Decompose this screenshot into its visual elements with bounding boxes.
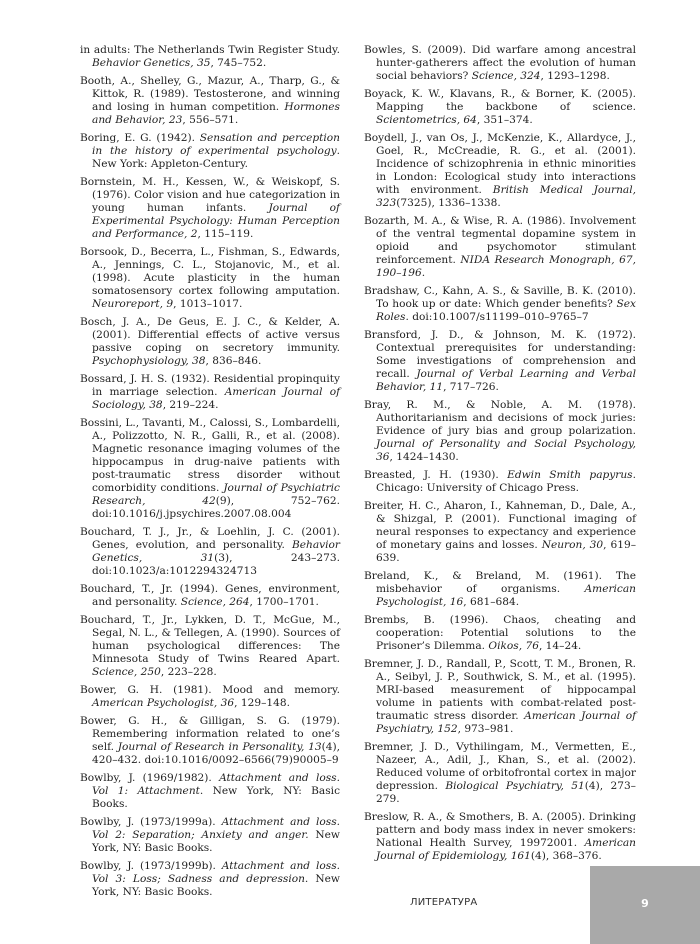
reference-entry: Bray, R. M., & Noble, A. M. (1978). Authoritarianism and decisions of mock juries: Evidence of jury bias and group polarization. Journal of Personality and Social Psychology, 36, 1424–1430.: [364, 399, 636, 463]
reference-entry: in adults: The Netherlands Twin Register Study. Behavior Genetics, 35, 745–752.: [80, 44, 340, 69]
reference-entry: Bozarth, M. A., & Wise, R. A. (1986). Involvement of the ventral tegmental dopamine system in opioid and psychomotor stimulant reinforcement. NIDA Research Monograph, 67, 190–196.: [364, 215, 636, 279]
reference-entry: Bouchard, T. J., Jr., & Loehlin, J. C. (2001). Genes, evolution, and personality. Behavior Genetics, 31(3), 243–273. doi:10.1023/a:1012294324713: [80, 526, 340, 577]
reference-column-left: [80, 44, 340, 904]
reference-entry: Boring, E. G. (1942). Sensation and perception in the history of experimental psychology. New York: Appleton-Century.: [80, 132, 340, 170]
reference-entry: Borsook, D., Becerra, L., Fishman, S., Edwards, A., Jennings, C. L., Stojanovic, M., et al. (1998). Acute plasticity in the human somatosensory cortex following amputation. Neuroreport, 9, 1013–1017.: [80, 246, 340, 310]
page-number: 9: [641, 897, 649, 910]
reference-entry: Breasted, J. H. (1930). Edwin Smith papyrus. Chicago: University of Chicago Press.: [364, 469, 636, 494]
reference-entry: Breiter, H. C., Aharon, I., Kahneman, D., Dale, A., & Shizgal, P. (2001). Functional imaging of neural responses to expectancy and experience of monetary gains and losses. Neuron, 30, 619–639.: [364, 500, 636, 564]
reference-entry: Bouchard, T., Jr. (1994). Genes, environment, and personality. Science, 264, 1700–1701.: [80, 583, 340, 608]
running-footer-section: ЛИТЕРАТУРА: [410, 897, 478, 908]
reference-entry: Bowles, S. (2009). Did warfare among ancestral hunter-gatherers affect the evolution of human social behaviors? Science, 324, 1293–1298.: [364, 44, 636, 82]
reference-entry: Bremner, J. D., Randall, P., Scott, T. M., Bronen, R. A., Seibyl, J. P., Southwick, S. M., et al. (1995). MRI-based measurement of hippocampal volume in patients with combat-related post-traumatic stress disorder. American Journal of Psychiatry, 152, 973–981.: [364, 658, 636, 735]
reference-entry: Brembs, B. (1996). Chaos, cheating and cooperation: Potential solutions to the Prisoner’s Dilemma. Oikos, 76, 14–24.: [364, 614, 636, 652]
reference-entry: Bowlby, J. (1973/1999b). Attachment and loss. Vol 3: Loss; Sadness and depression. New York, NY: Basic Books.: [80, 860, 340, 898]
reference-entry: Booth, A., Shelley, G., Mazur, A., Tharp, G., & Kittok, R. (1989). Testosterone, and winning and losing in human competition. Hormones and Behavior, 23, 556–571.: [80, 75, 340, 126]
reference-entry: Bowlby, J. (1973/1999a). Attachment and loss. Vol 2: Separation; Anxiety and anger. New York, NY: Basic Books.: [80, 816, 340, 854]
reference-entry: Bossard, J. H. S. (1932). Residential propinquity in marriage selection. American Journal of Sociology, 38, 219–224.: [80, 373, 340, 411]
reference-entry: Bower, G. H. (1981). Mood and memory. American Psychologist, 36, 129–148.: [80, 684, 340, 709]
reference-entry: Bowlby, J. (1969/1982). Attachment and loss. Vol 1: Attachment. New York, NY: Basic Books.: [80, 772, 340, 810]
reference-entry: Boyack, K. W., Klavans, R., & Borner, K. (2005). Mapping the backbone of science. Scientometrics, 64, 351–374.: [364, 88, 636, 126]
reference-entry: Bower, G. H., & Gilligan, S. G. (1979). Remembering information related to one’s self. Journal of Research in Personality, 13(4), 420–432. doi:10.1016/0092–6566(79)90005–9: [80, 715, 341, 766]
reference-entry: Bouchard, T., Jr., Lykken, D. T., McGue, M., Segal, N. L., & Tellegen, A. (1990). Sources of human psychological differences: The Minnesota Study of Twins Reared Apart. Science, 250, 223–228.: [80, 614, 340, 678]
reference-entry: Bosch, J. A., De Geus, E. J. C., & Kelder, A. (2001). Differential effects of active versus passive coping on secretory immunity. Psychophysiology, 38, 836–846.: [80, 316, 340, 367]
reference-entry: Breland, K., & Breland, M. (1961). The misbehavior of organisms. American Psychologist, 16, 681–684.: [364, 570, 636, 608]
reference-entry: Bossini, L., Tavanti, M., Calossi, S., Lombardelli, A., Polizzotto, N. R., Galli, R., et al. (2008). Magnetic resonance imaging volumes of the hippocampus in drug-naive patients with post-traumatic stress disorder without comorbidity conditions. Journal of Psychiatric Research, 42(9), 752–762. doi:10.1016/j.jpsychires.2007.08.004: [80, 417, 340, 520]
page-number-tab: [590, 866, 700, 944]
reference-entry: Breslow, R. A., & Smothers, B. A. (2005). Drinking pattern and body mass index in never smokers: National Health Survey, 19972001. American Journal of Epidemiology, 161(4), 368–376.: [364, 811, 636, 862]
reference-entry: Bradshaw, C., Kahn, A. S., & Saville, B. K. (2010). To hook up or date: Which gender benefits? Sex Roles. doi:10.1007/s11199–010–9765–7: [364, 285, 636, 323]
reference-entry: Bornstein, M. H., Kessen, W., & Weiskopf, S. (1976). Color vision and hue categorization in young human infants. Journal of Experimental Psychology: Human Perception and Performance, 2, 115–119.: [80, 176, 340, 240]
reference-entry: Bransford, J. D., & Johnson, M. K. (1972). Contextual prerequisites for understanding: Some investigations of comprehension and recall. Journal of Verbal Learning and Verbal Behavior, 11, 717–726.: [364, 329, 636, 393]
reference-column-right: [364, 44, 636, 868]
reference-entry: Boydell, J., van Os, J., McKenzie, K., Allardyce, J., Goel, R., McCreadie, R. G., et al. (2001). Incidence of schizophrenia in ethnic minorities in London: Ecological study into interactions with environment. British Medical Journal, 323(7325), 1336–1338.: [364, 132, 636, 209]
reference-entry: Bremner, J. D., Vythilingam, M., Vermetten, E., Nazeer, A., Adil, J., Khan, S., et al. (2002). Reduced volume of orbitofrontal cortex in major depression. Biological Psychiatry, 51(4), 273–279.: [364, 741, 636, 805]
